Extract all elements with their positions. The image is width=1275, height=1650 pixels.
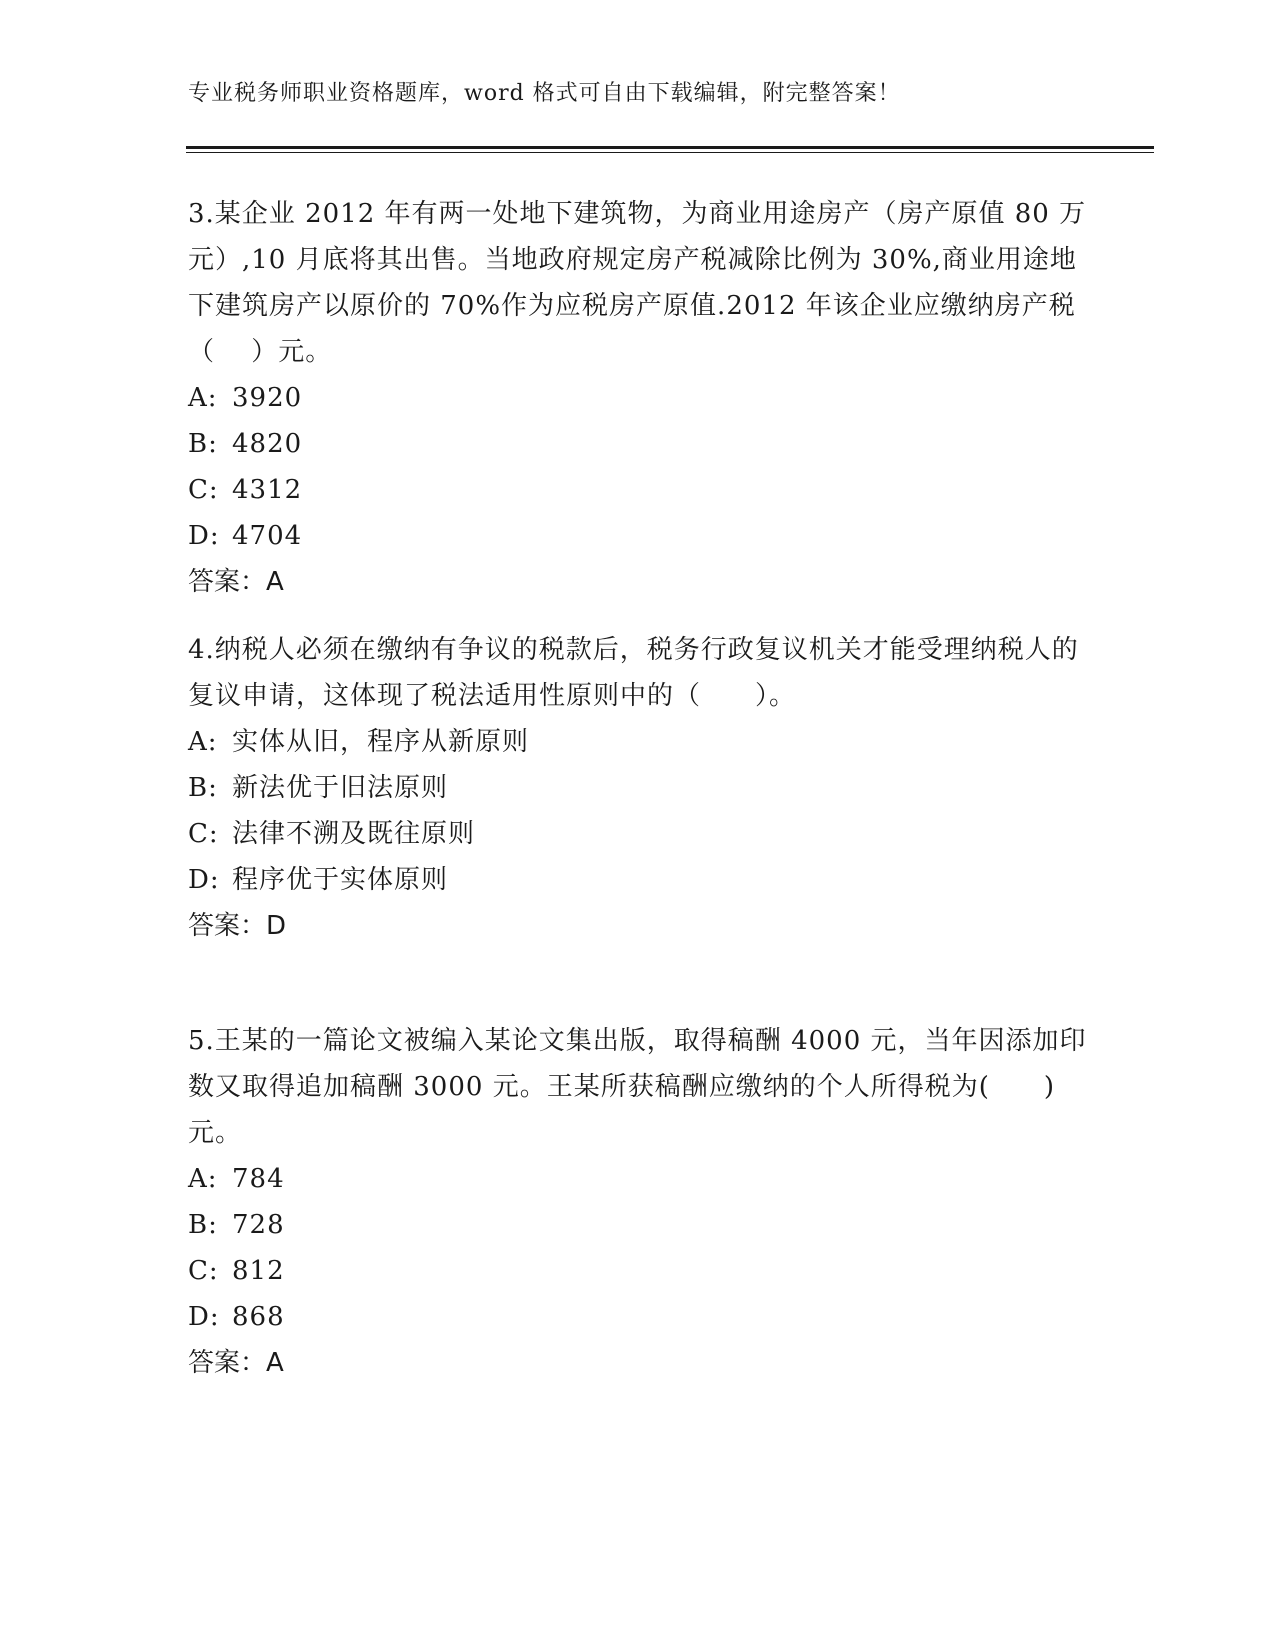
question-4 (188, 627, 1088, 949)
answer: 答案：D (188, 911, 287, 941)
option-text: 程序优于实体原则 (232, 865, 449, 895)
option-letter: D: (188, 521, 220, 551)
header-divider-thin (186, 152, 1154, 153)
question-3 (188, 191, 1088, 605)
question-stem: 5.王某的一篇论文被编入某论文集出版，取得稿酬 4000 元，当年因添加印数又取得追加稿酬 3000 元。王某所获稿酬应缴纳的个人所得税为( )元。 (188, 1026, 1087, 1148)
option-a (188, 719, 1088, 765)
option-a (188, 375, 1088, 421)
option-letter: D: (188, 865, 220, 895)
option-b (188, 765, 1088, 811)
option-text: 4312 (232, 475, 303, 505)
answer: 答案：A (188, 1348, 284, 1378)
option-text: 4704 (232, 521, 303, 551)
option-text: 812 (232, 1256, 285, 1286)
option-text: 4820 (232, 429, 303, 459)
option-b (188, 1202, 1088, 1248)
question-5 (188, 1018, 1088, 1386)
option-letter: B: (188, 773, 218, 803)
option-letter: D: (188, 1302, 220, 1332)
header-divider-thick (186, 146, 1154, 149)
option-b (188, 421, 1088, 467)
option-letter: A: (188, 1164, 218, 1194)
option-text: 3920 (232, 383, 303, 413)
option-text: 法律不溯及既往原则 (232, 819, 476, 849)
option-letter: A: (188, 727, 218, 757)
option-letter: C: (188, 819, 219, 849)
option-c (188, 467, 1088, 513)
option-letter: C: (188, 1256, 219, 1286)
option-d (188, 857, 1088, 903)
option-c (188, 1248, 1088, 1294)
option-d (188, 513, 1088, 559)
option-letter: B: (188, 429, 218, 459)
option-a (188, 1156, 1088, 1202)
option-text: 728 (232, 1210, 285, 1240)
question-stem: 3.某企业 2012 年有两一处地下建筑物，为商业用途房产（房产原值 80 万元）,10 月底将其出售。当地政府规定房产税减除比例为 30%,商业用途地下建筑房产以原价的 70%作为应税房产原值.2012 年该企业应缴纳房产税（ ）元。 (188, 199, 1087, 367)
option-text: 868 (232, 1302, 285, 1332)
option-text: 实体从旧，程序从新原则 (232, 727, 530, 757)
answer: 答案：A (188, 567, 284, 597)
option-c (188, 811, 1088, 857)
option-letter: B: (188, 1210, 218, 1240)
page-header: 专业税务师职业资格题库，word 格式可自由下载编辑，附完整答案！ (188, 81, 901, 106)
option-text: 新法优于旧法原则 (232, 773, 449, 803)
option-letter: A: (188, 383, 218, 413)
option-text: 784 (232, 1164, 285, 1194)
option-letter: C: (188, 475, 219, 505)
option-d (188, 1294, 1088, 1340)
question-stem: 4.纳税人必须在缴纳有争议的税款后，税务行政复议机关才能受理纳税人的复议申请，这体现了税法适用性原则中的（ ）。 (188, 635, 1079, 711)
